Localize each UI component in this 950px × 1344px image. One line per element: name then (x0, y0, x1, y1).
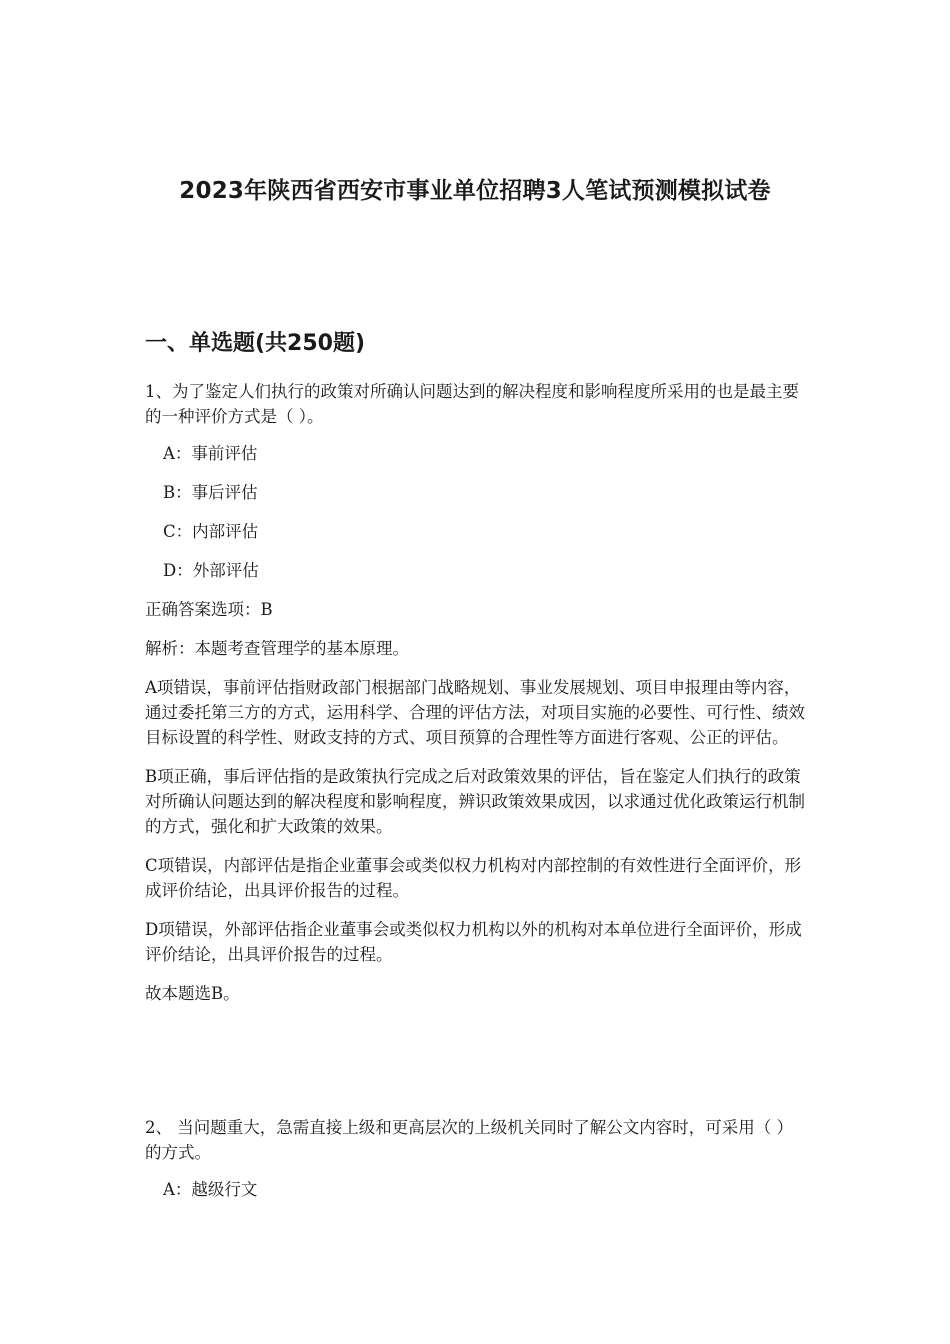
correct-answer: 正确答案选项：B (145, 600, 273, 619)
section-title: 一、单选题(共250题) (145, 331, 366, 356)
explanation-b: B项正确，事后评估指的是政策执行完成之后对政策效果的评估，旨在鉴定人们执行的政策对所确认问题达到的解决程度和影响程度，辨识政策效果成因，以求通过优化政策运行机制的方式，强化和扩大政策的效果。 (145, 767, 805, 836)
explanation-conclusion: 故本题选B。 (145, 984, 240, 1003)
document-title: 2023年陕西省西安市事业单位招聘3人笔试预测模拟试卷 (179, 178, 771, 204)
explanation-d: D项错误，外部评估指企业董事会或类似权力机构以外的机构对本单位进行全面评价，形成评价结论，出具评价报告的过程。 (145, 920, 802, 964)
option-a: A：事前评估 (163, 444, 258, 463)
explanation-c: C项错误，内部评估是指企业董事会或类似权力机构对内部控制的有效性进行全面评价，形成评价结论，出具评价报告的过程。 (145, 856, 802, 900)
question-2 (145, 1115, 805, 1216)
explanation-intro: 解析：本题考查管理学的基本原理。 (145, 639, 409, 658)
option-d: D：外部评估 (163, 561, 259, 580)
option-b: B：事后评估 (163, 483, 258, 502)
option-a: A：越级行文 (163, 1180, 258, 1199)
question-1 (145, 379, 805, 1020)
option-c: C：内部评估 (163, 522, 259, 541)
explanation-a: A项错误，事前评估指财政部门根据部门战略规划、事业发展规划、项目申报理由等内容，通过委托第三方的方式，运用科学、合理的评估方法，对项目实施的必要性、可行性、绩效目标设置的科学性、财政支持的方式、项目预算的合理性等方面进行客观、公正的评估。 (145, 678, 805, 747)
question-stem: 1、为了鉴定人们执行的政策对所确认问题达到的解决程度和影响程度所采用的也是最主要的一种评价方式是（ ）。 (145, 382, 799, 426)
question-stem: 2、 当问题重大，急需直接上级和更高层次的上级机关同时了解公文内容时，可采用（ ）的方式。 (145, 1118, 793, 1162)
